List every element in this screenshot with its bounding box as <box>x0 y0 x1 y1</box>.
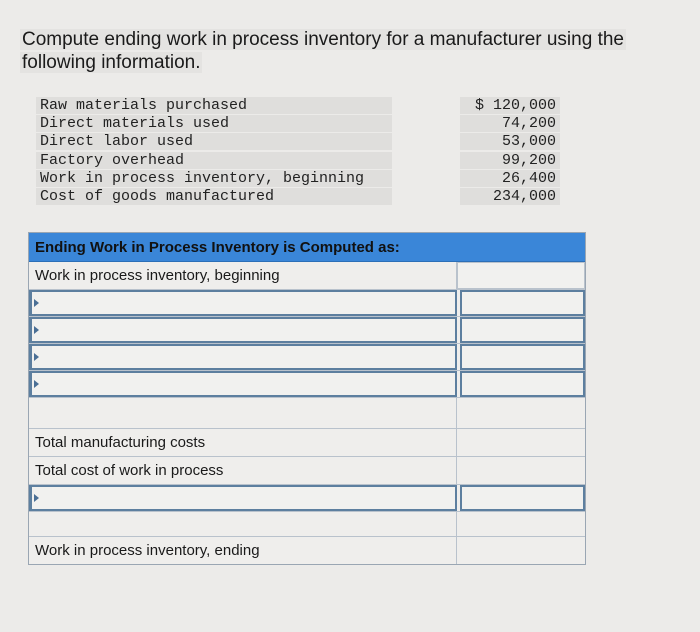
table-row <box>29 290 585 317</box>
table-row <box>29 457 585 485</box>
given-row <box>36 151 556 169</box>
table-row <box>29 344 585 371</box>
prompt-line-1: Compute ending work in process inventory for a manufacturer using the <box>22 29 624 50</box>
wip-computation-table <box>28 232 586 565</box>
given-value: 74,200 <box>460 115 560 132</box>
given-value: 234,000 <box>460 188 560 205</box>
total-cost-wip-label: Total cost of work in process <box>29 457 457 484</box>
dropdown-caret-icon <box>34 353 39 361</box>
table-row <box>29 317 585 344</box>
given-label: Raw materials purchased <box>36 97 392 114</box>
wip-beginning-amount-cell <box>457 262 585 289</box>
total-cost-wip-amount <box>457 457 585 484</box>
given-row <box>36 187 556 206</box>
wip-beginning-label: Work in process inventory, beginning <box>29 262 457 289</box>
given-label: Cost of goods manufactured <box>36 188 392 205</box>
wip-ending-amount <box>457 537 585 564</box>
table-row <box>29 371 585 398</box>
given-data-list <box>36 96 556 206</box>
given-value: 53,000 <box>460 133 560 150</box>
table-row <box>29 485 585 512</box>
cost-item-1-label-input[interactable] <box>29 290 457 316</box>
table-row <box>29 398 585 429</box>
given-label: Direct materials used <box>36 115 392 132</box>
cost-item-2-label-input[interactable] <box>29 317 457 343</box>
given-value: 99,200 <box>460 152 560 169</box>
given-value: 26,400 <box>460 170 560 187</box>
given-label: Factory overhead <box>36 152 392 169</box>
dropdown-caret-icon <box>34 326 39 334</box>
given-label: Direct labor used <box>36 133 392 150</box>
table-row <box>29 429 585 457</box>
given-row <box>36 169 556 187</box>
given-row <box>36 96 556 114</box>
dropdown-caret-icon <box>34 494 39 502</box>
deduction-label-input[interactable] <box>29 485 457 511</box>
cost-item-3-label-input[interactable] <box>29 344 457 370</box>
wip-ending-label: Work in process inventory, ending <box>29 537 457 564</box>
cost-item-4-label-input[interactable] <box>29 371 457 397</box>
table-row <box>29 537 585 564</box>
total-manufacturing-costs-label: Total manufacturing costs <box>29 429 457 456</box>
given-row <box>36 114 556 132</box>
dropdown-caret-icon <box>34 299 39 307</box>
given-row <box>36 133 556 151</box>
table-row <box>29 262 585 290</box>
given-value: $ 120,000 <box>460 97 560 114</box>
table-header: Ending Work in Process Inventory is Computed as: <box>29 233 585 262</box>
prompt-line-2: following information. <box>22 52 201 73</box>
total-manufacturing-costs-amount <box>457 429 585 456</box>
cost-item-4-amount-input[interactable] <box>460 371 585 397</box>
given-label: Work in process inventory, beginning <box>36 170 392 187</box>
cost-item-3-amount-input[interactable] <box>460 344 585 370</box>
dropdown-caret-icon <box>34 380 39 388</box>
table-row <box>29 512 585 537</box>
question-prompt <box>20 28 640 74</box>
wip-beginning-amount-input[interactable] <box>457 262 585 289</box>
deduction-amount-input[interactable] <box>460 485 585 511</box>
cost-item-1-amount-input[interactable] <box>460 290 585 316</box>
cost-item-2-amount-input[interactable] <box>460 317 585 343</box>
